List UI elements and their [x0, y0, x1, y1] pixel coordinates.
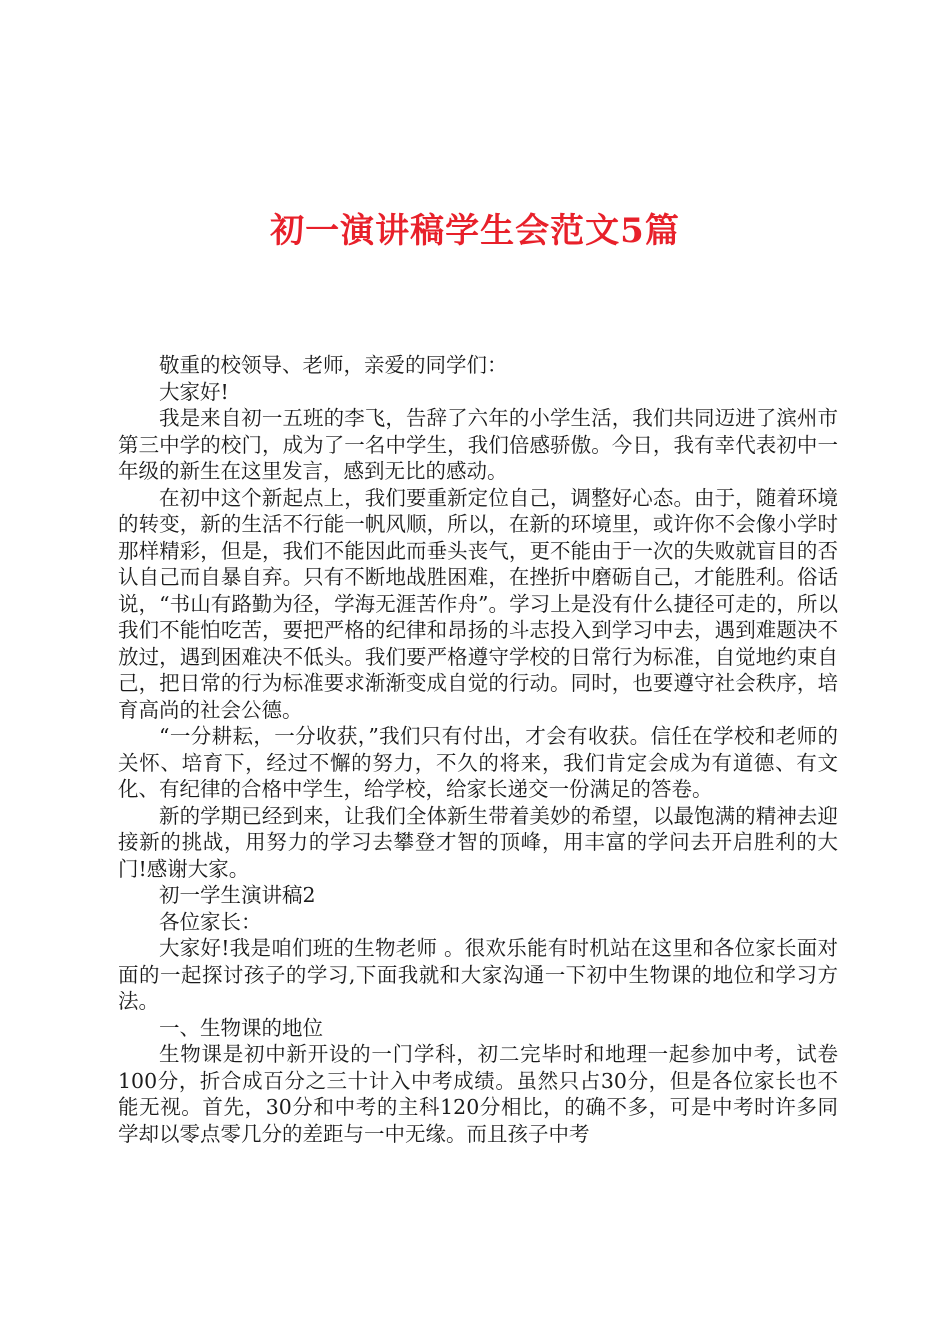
- document-body: [118, 352, 838, 1147]
- document-title: 初一演讲稿学生会范文5篇: [270, 211, 680, 251]
- paragraph: 大家好!我是咱们班的生物老师 。很欢乐能有时机站在这里和各位家长面对面的一起探讨孩子的学习,下面我就和大家沟通一下初中生物课的地位和学习方法。: [118, 936, 838, 1013]
- paragraph: “一分耕耘，一分收获，”我们只有付出，才会有收获。信任在学校和老师的关怀、培育下，经过不懈的努力，不久的将来，我们肯定会成为有道德、有文化、有纪律的合格中学生，给学校，给家长递交一份满足的答卷。: [118, 724, 838, 801]
- section-heading: 初一学生演讲稿2: [159, 883, 316, 907]
- paragraph: 新的学期已经到来，让我们全体新生带着美妙的希望，以最饱满的精神去迎接新的挑战，用努力的学习去攀登才智的顶峰，用丰富的学问去开启胜利的大门!感谢大家。: [118, 803, 838, 881]
- paragraph: 生物课是初中新开设的一门学科，初二完毕时和地理一起参加中考，试卷100分，折合成百分之三十计入中考成绩。虽然只占30分，但是各位家长也不能无视。首先，30分和中考的主科120分相比，的确不多，可是中考时许多同学却以零点零几分的差距与一中无缘。而且孩子中考: [118, 1042, 838, 1146]
- subsection-heading: 一、生物课的地位: [159, 1015, 323, 1040]
- paragraph: 我是来自初一五班的李飞，告辞了六年的小学生活，我们共同迈进了滨州市第三中学的校门，成为了一名中学生，我们倍感骄傲。今日，我有幸代表初中一年级的新生在这里发言，感到无比的感动。: [118, 406, 838, 483]
- salutation: 各位家长：: [159, 909, 262, 934]
- greeting: 大家好!: [159, 379, 229, 404]
- paragraph: 在初中这个新起点上，我们要重新定位自己，调整好心态。由于，随着环境的转变，新的生活不行能一帆风顺，所以，在新的环境里，或许你不会像小学时那样精彩，但是，我们不能因此而垂头丧气，更不能由于一次的失败就盲目的否认自己而自暴自弃。只有不断地战胜困难，在挫折中磨砺自己，才能胜利。俗话说，“书山有路勤为径，学海无涯苦作舟”。学习上是没有什么捷径可走的，所以我们不能怕吃苦，要把严格的纪律和昂扬的斗志投入到学习中去，遇到难题决不放过，遇到困难决不低头。我们要严格遵守学校的日常行为标准，自觉地约束自己，把日常的行为标准要求渐渐变成自觉的行动。同时，也要遵守社会秩序，培育高尚的社会公德。: [118, 485, 838, 722]
- salutation: 敬重的校领导、老师，亲爱的同学们：: [159, 353, 508, 377]
